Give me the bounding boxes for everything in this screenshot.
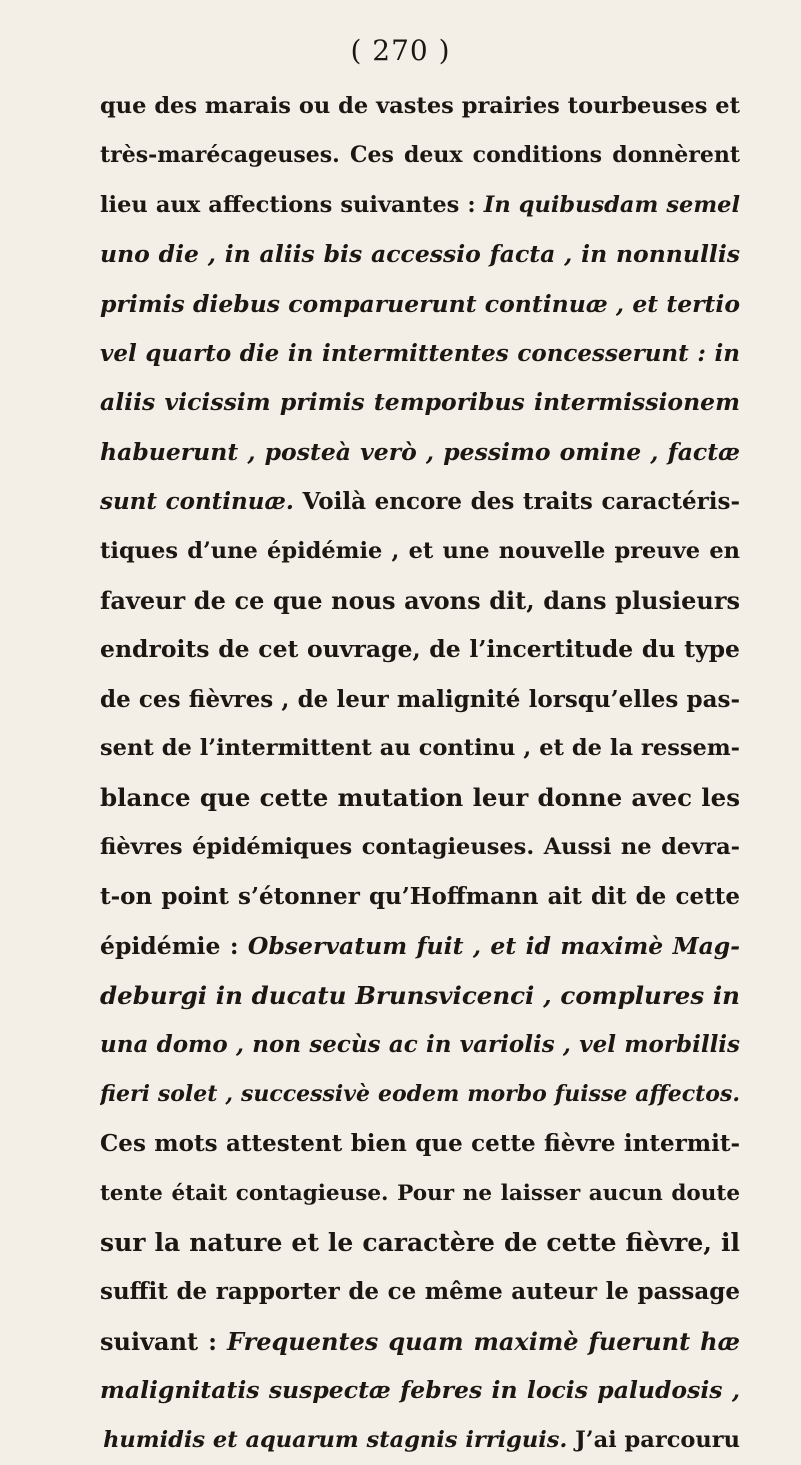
text-line (100, 872, 740, 921)
french-text-segment: J’ai parcouru (567, 1426, 740, 1453)
text-line (100, 922, 740, 971)
text-line (100, 1169, 740, 1218)
french-text-segment: épidémie : (100, 931, 248, 960)
latin-quote-segment: Observatum fuit , et id maximè Mag- (247, 931, 740, 960)
latin-quote-segment: sunt continuæ. (100, 488, 294, 516)
text-line (100, 823, 740, 872)
text-line (100, 1366, 740, 1415)
latin-quote-segment: In quibusdam semel (483, 191, 740, 218)
french-text-segment: tente était contagieuse. Pour ne laisser aucun doute (100, 1180, 740, 1206)
french-text-segment: fièvres épidémiques contagieuses. Aussi ne devra- (100, 833, 740, 860)
latin-quote-segment: malignitatis suspectæ febres in locis paludosis , (100, 1376, 740, 1405)
french-text-segment: sur la nature et le caractère de cette fièvre, il (100, 1227, 740, 1257)
text-line (100, 1267, 740, 1316)
text-line (100, 625, 740, 674)
text-line (100, 1119, 740, 1168)
text-line (100, 181, 740, 230)
page-body-text (100, 82, 740, 1465)
french-text-segment: sent de l’intermittent au continu , et de la ressem- (100, 735, 740, 762)
french-text-segment: Ces mots attestent bien que cette fièvre intermit- (100, 1130, 740, 1158)
text-line (100, 527, 740, 576)
text-line (100, 1317, 740, 1366)
latin-quote-segment: fieri solet , successivè eodem morbo fuisse affectos. (100, 1080, 740, 1107)
french-text-segment: de ces fièvres , de leur malignité lorsqu’elles pas- (100, 685, 740, 713)
french-text-segment: tiques d’une épidémie , et une nouvelle preuve en (100, 537, 740, 564)
text-line (100, 280, 740, 329)
latin-quote-segment: habuerunt , posteà verò , pessimo omine , factæ (100, 437, 740, 466)
text-line (100, 477, 740, 526)
text-line (100, 576, 740, 625)
french-text-segment: suffit de rapporter de ce même auteur le passage (100, 1278, 740, 1306)
text-line (100, 1070, 740, 1119)
french-text-segment: que des marais ou de vastes prairies tourbeuses et (100, 93, 740, 119)
latin-quote-segment: vel quarto die in intermittentes concesserunt : in (100, 339, 740, 367)
text-line (100, 773, 740, 822)
text-line (100, 82, 740, 131)
latin-quote-segment: primis diebus comparuerunt continuæ , et tertio (100, 289, 740, 318)
latin-quote-segment: aliis vicissim primis temporibus intermissionem (100, 388, 740, 417)
french-text-segment: suivant : (100, 1326, 227, 1356)
text-line (100, 131, 740, 180)
text-line (100, 675, 740, 724)
french-text-segment: Voilà encore des traits caractéris- (293, 488, 740, 516)
text-line (100, 1416, 740, 1465)
french-text-segment: faveur de ce que nous avons dit, dans plusieurs (100, 585, 740, 615)
text-line (100, 1218, 740, 1267)
french-text-segment: t-on point s’étonner qu’Hoffmann ait dit de cette (100, 883, 740, 911)
latin-quote-segment: deburgi in ducatu Brunsvicenci , complures in (100, 981, 740, 1011)
text-line (100, 971, 740, 1020)
french-text-segment: lieu aux affections suivantes : (100, 191, 484, 218)
text-line (100, 428, 740, 477)
text-line (100, 329, 740, 378)
latin-quote-segment: uno die , in aliis bis accessio facta , in nonnullis (100, 240, 740, 269)
french-text-segment: très-marécageuses. Ces deux conditions donnèrent (100, 142, 740, 169)
latin-quote-segment: humidis et aquarum stagnis irriguis. (103, 1426, 568, 1453)
text-line (100, 724, 740, 773)
text-line (100, 378, 740, 427)
text-line (100, 1020, 740, 1069)
latin-quote-segment: Frequentes quam maximè fuerunt hæ (226, 1326, 740, 1356)
text-line (100, 230, 740, 279)
latin-quote-segment: una domo , non secùs ac in variolis , vel morbillis (100, 1031, 740, 1059)
french-text-segment: endroits de cet ouvrage, de l’incertitude du type (100, 635, 740, 664)
page-number: ( 270 ) (350, 34, 451, 67)
french-text-segment: blance que cette mutation leur donne avec les (100, 783, 740, 813)
